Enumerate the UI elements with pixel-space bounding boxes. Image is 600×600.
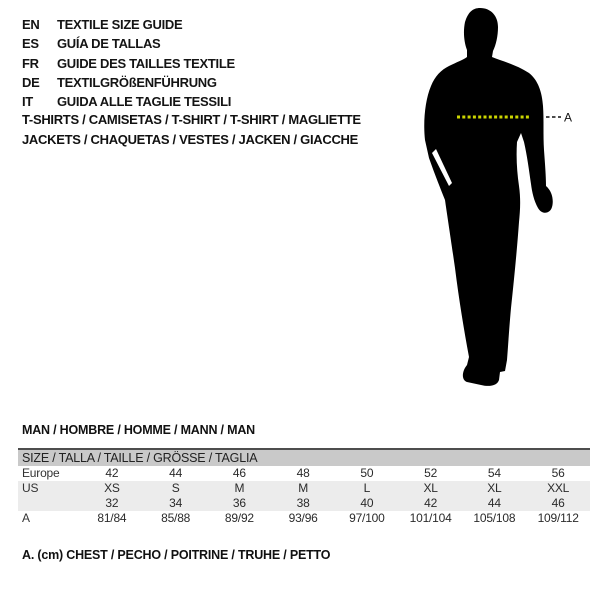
category-tshirts: T-SHIRTS / CAMISETAS / T-SHIRT / T-SHIRT / MAGLIETTE bbox=[22, 112, 361, 127]
table-cell: 89/92 bbox=[224, 511, 254, 525]
table-cell: XL bbox=[463, 481, 527, 496]
table-cell: 85/88 bbox=[161, 511, 191, 525]
size-table-header-row bbox=[18, 449, 590, 466]
language-label: TEXTILE SIZE GUIDE bbox=[57, 17, 183, 32]
language-row bbox=[22, 54, 235, 73]
measurement-footnote: A. (cm) CHEST / PECHO / POITRINE / TRUHE / PETTO bbox=[22, 548, 331, 562]
row-label: Europe bbox=[22, 466, 60, 480]
section-title-man: MAN / HOMBRE / HOMME / MANN / MAN bbox=[22, 423, 255, 437]
table-cell: L bbox=[335, 481, 399, 496]
table-cell: 93/96 bbox=[288, 511, 318, 525]
row-label: A bbox=[22, 511, 30, 525]
table-cell: 42 bbox=[399, 496, 463, 511]
man-silhouette bbox=[424, 8, 553, 386]
measure-label-a: A bbox=[564, 110, 573, 125]
man-silhouette-figure bbox=[405, 0, 585, 400]
size-table bbox=[18, 448, 590, 526]
table-cell: 97/100 bbox=[349, 511, 385, 525]
table-cell: 48 bbox=[296, 466, 310, 480]
table-cell: 44 bbox=[169, 466, 183, 480]
table-cell: 42 bbox=[105, 466, 119, 480]
table-cell: 54 bbox=[487, 466, 501, 480]
table-row-europe bbox=[18, 466, 590, 481]
language-code: FR bbox=[22, 55, 39, 71]
row-label: US bbox=[18, 481, 80, 496]
language-label: GUÍA DE TALLAS bbox=[57, 36, 161, 52]
table-cell: XXL bbox=[526, 481, 590, 496]
language-code: ES bbox=[22, 36, 39, 52]
language-code: EN bbox=[22, 17, 40, 32]
language-row bbox=[22, 34, 235, 53]
table-cell: XL bbox=[399, 481, 463, 496]
language-label: TEXTILGRÖßENFÜHRUNG bbox=[57, 74, 217, 90]
language-label: GUIDA ALLE TAGLIE TESSILI bbox=[57, 94, 232, 110]
table-cell: 38 bbox=[271, 496, 335, 511]
language-row bbox=[22, 15, 235, 34]
table-cell: 56 bbox=[551, 466, 565, 480]
language-code: IT bbox=[22, 94, 33, 110]
table-cell: 105/108 bbox=[473, 511, 516, 525]
table-cell: S bbox=[144, 481, 208, 496]
table-cell: 81/84 bbox=[97, 511, 127, 525]
language-title-list bbox=[22, 15, 235, 111]
table-cell: 101/104 bbox=[409, 511, 452, 525]
table-cell: 52 bbox=[424, 466, 438, 480]
table-cell: M bbox=[208, 481, 272, 496]
language-label: GUIDE DES TAILLES TEXTILE bbox=[57, 55, 235, 71]
table-cell: M bbox=[271, 481, 335, 496]
table-cell: XS bbox=[80, 481, 144, 496]
size-table-container bbox=[18, 448, 590, 526]
table-row-chest-cm bbox=[18, 511, 590, 526]
table-cell: 34 bbox=[144, 496, 208, 511]
row-label bbox=[18, 496, 80, 511]
table-cell: 50 bbox=[360, 466, 374, 480]
table-cell: 109/112 bbox=[537, 511, 579, 525]
category-list bbox=[22, 110, 361, 149]
language-row bbox=[22, 73, 235, 92]
table-cell: 46 bbox=[526, 496, 590, 511]
category-jackets: JACKETS / CHAQUETAS / VESTES / JACKEN / GIACCHE bbox=[22, 131, 358, 147]
table-row-us-numeric bbox=[18, 496, 590, 511]
size-table-header: SIZE / TALLA / TAILLE / GRÖSSE / TAGLIA bbox=[18, 449, 590, 466]
table-cell: 40 bbox=[335, 496, 399, 511]
table-cell: 36 bbox=[208, 496, 272, 511]
table-cell: 46 bbox=[232, 466, 246, 480]
table-cell: 32 bbox=[80, 496, 144, 511]
language-row bbox=[22, 92, 235, 111]
table-row-us bbox=[18, 481, 590, 496]
table-cell: 44 bbox=[463, 496, 527, 511]
language-code: DE bbox=[22, 74, 40, 90]
